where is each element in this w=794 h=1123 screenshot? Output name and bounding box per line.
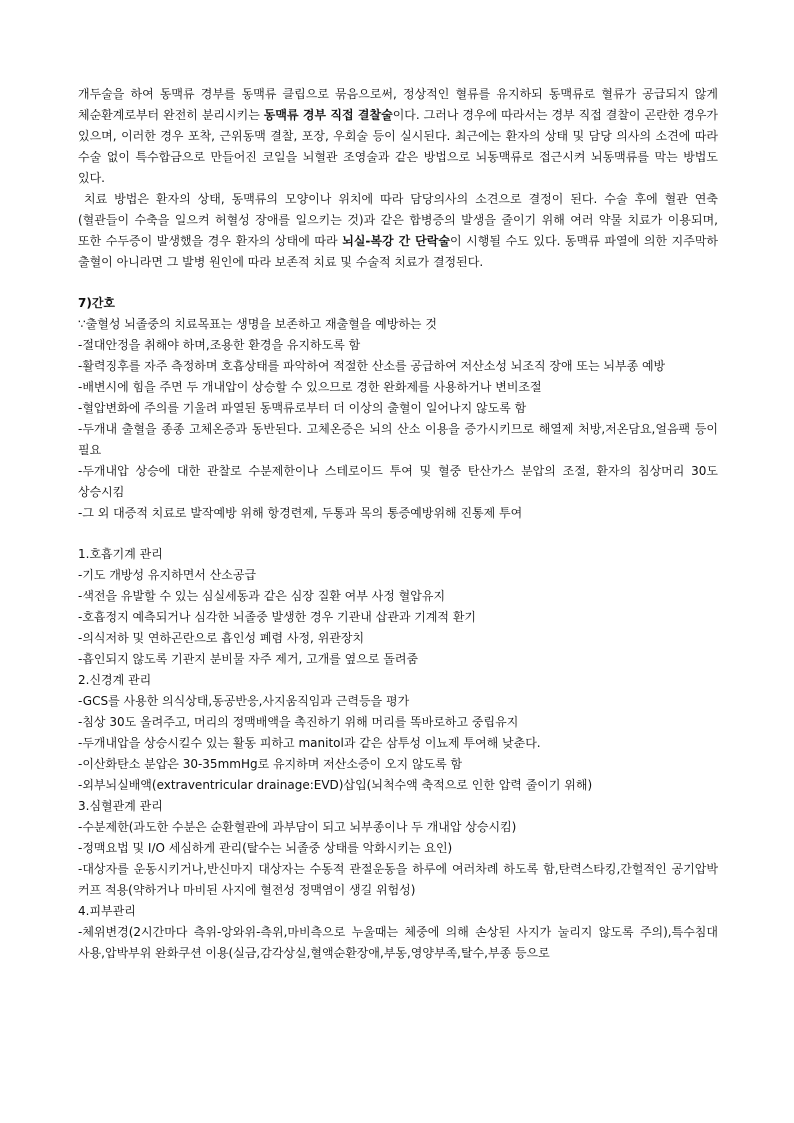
- intro-paragraph-1: [78, 84, 718, 189]
- section-item: -기도 개방성 유지하면서 산소공급: [78, 568, 257, 582]
- section-item: -수분제한(과도한 수분은 순환혈관에 과부담이 되고 뇌부종이나 두 개내압 상승시킴): [78, 820, 517, 834]
- nursing-goal: ∵출혈성 뇌졸중의 치료목표는 생명을 보존하고 재출혈을 예방하는 것: [78, 317, 437, 331]
- section-item: -침상 30도 올려주고, 머리의 정맥배액을 촉진하기 위해 머리를 똑바로하고 중립유지: [78, 715, 519, 729]
- intro-section: [78, 84, 718, 273]
- nursing-section: [78, 293, 718, 524]
- intro-text: 이 시행될 수도 있다. 동맥류 파열에 의한 지주막하 출혈이 아니라면 그 발병 원인에 따라 보존적 치료 및 수술적 치료가 결정된다.: [78, 234, 719, 269]
- section-title: 4.피부관리: [78, 904, 136, 918]
- nursing-title: 7)간호: [78, 296, 116, 310]
- nursing-item: -활력징후를 자주 측정하며 호흡상태를 파악하여 적절한 산소를 공급하여 저산소성 뇌조직 장애 또는 뇌부종 예방: [78, 359, 666, 373]
- nursing-item: -그 외 대증적 치료로 발작예방 위해 항경련제, 두통과 목의 통증예방위해 진통제 투여: [78, 506, 523, 520]
- nursing-item: -혈압변화에 주의를 기울려 파열된 동맥류로부터 더 이상의 출혈이 일어나지 않도록 함: [78, 401, 527, 415]
- nursing-item: -절대안정을 취해야 하며,조용한 환경을 유지하도록 함: [78, 338, 361, 352]
- intro-bold-term: 동맥류 경부 직접 결찰술: [263, 108, 393, 122]
- intro-text: 치료 방법은 환자의 상태, 동맥류의 모양이나 위치에 따라 담당의사의 소견으로 결정이 된다. 수술 후에 혈관 연축(혈관들이 수축을 일으켜 허혈성 장애를 일으키는 것)과 같은 합병증의 발생을 줄이기 위해 여러 약물 치료가 이용되며, 또한 수두증이 발생했을 경우 환자의 상태에 따라: [78, 192, 718, 248]
- nursing-item: -배변시에 힘을 주면 두 개내압이 상승할 수 있으므로 경한 완화제를 사용하거나 변비조절: [78, 380, 542, 394]
- section-item: -체위변경(2시간마다 측위-앙와위-측위,마비측으로 누울때는 체중에 의해 손상된 사지가 눌리지 않도록 주의),특수침대 사용,압박부위 완화쿠션 이용(실금,감각상실,혈액순환장애,부동,영양부족,탈수,부종 등으로: [78, 925, 718, 960]
- section-item: -색전을 유발할 수 있는 심실세동과 같은 심장 질환 여부 사정 혈압유지: [78, 589, 446, 603]
- section-item: -이산화탄소 분압은 30-35mmHg로 유지하며 저산소증이 오지 않도록 함: [78, 757, 463, 771]
- nursing-item: -두개내 출혈을 종종 고체온증과 동반된다. 고체온증은 뇌의 산소 이용을 증가시키므로 해열제 처방,저온담요,얼음팩 등이 필요: [78, 422, 718, 457]
- nursing-item: -두개내압 상승에 대한 관찰로 수분제한이나 스테로이드 투여 및 혈중 탄산가스 분압의 조절, 환자의 침상머리 30도 상승시킴: [78, 464, 718, 499]
- section-item: -대상자를 운동시키거나,반신마지 대상자는 수동적 관절운동을 하루에 여러차례 하도록 함,탄력스타킹,간헐적인 공기압박 커프 적용(약하거나 마비된 사지에 혈전성 정맥염이 생길 위험성): [78, 862, 718, 897]
- section-title: 2.신경계 관리: [78, 673, 152, 687]
- document-page: [78, 84, 718, 964]
- section-item: -정맥요법 및 I/O 세심하게 관리(탈수는 뇌졸중 상태를 악화시키는 요인): [78, 841, 453, 855]
- care-sections: [78, 544, 718, 964]
- section-item: -흡인되지 않도록 기관지 분비물 자주 제거, 고개를 옆으로 돌려줌: [78, 652, 419, 666]
- section-title: 1.호흡기계 관리: [78, 547, 163, 561]
- intro-paragraph-2: [78, 189, 718, 273]
- section-title: 3.심혈관계 관리: [78, 799, 163, 813]
- intro-bold-term: 뇌실-복강 간 단락술: [342, 234, 450, 248]
- section-item: -호흡정지 예측되거나 심각한 뇌졸중 발생한 경우 기관내 삽관과 기계적 환기: [78, 610, 477, 624]
- section-item: -GCS를 사용한 의식상태,동공반응,사지움직임과 근력등을 평가: [78, 694, 410, 708]
- section-item: -두개내압을 상승시킬수 있는 활동 피하고 manitol과 같은 삼투성 이뇨제 투여해 낮춘다.: [78, 736, 541, 750]
- intro-text: 이다. 그러나 경우에 따라서는 경부 직접 결찰이 곤란한 경우가 있으며, 이러한 경우 포착, 근위동맥 결찰, 포장, 우회술 등이 실시된다. 최근에는 환자의 상태 및 담당 의사의 소견에 따라 수술 없이 특수합금으로 만들어진 코일을 뇌혈관 조영술과 같은 방법으로 뇌동맥류로 접근시켜 뇌동맥류를 막는 방법도 있다.: [78, 108, 718, 185]
- section-item: -외부뇌실배액(extraventricular drainage:EVD)삽입(뇌척수액 축적으로 인한 압력 줄이기 위해): [78, 778, 593, 792]
- intro-text: 개두술을 하여 동맥류 경부를 동맥류 클립으로 묶음으로써, 정상적인 혈류를 유지하되 동맥류로 혈류가 공급되지 않게 체순환계로부터 완전히 분리시키는: [78, 87, 718, 122]
- section-item: -의식저하 및 연하곤란으로 흡인성 폐렴 사정, 위관장치: [78, 631, 365, 645]
